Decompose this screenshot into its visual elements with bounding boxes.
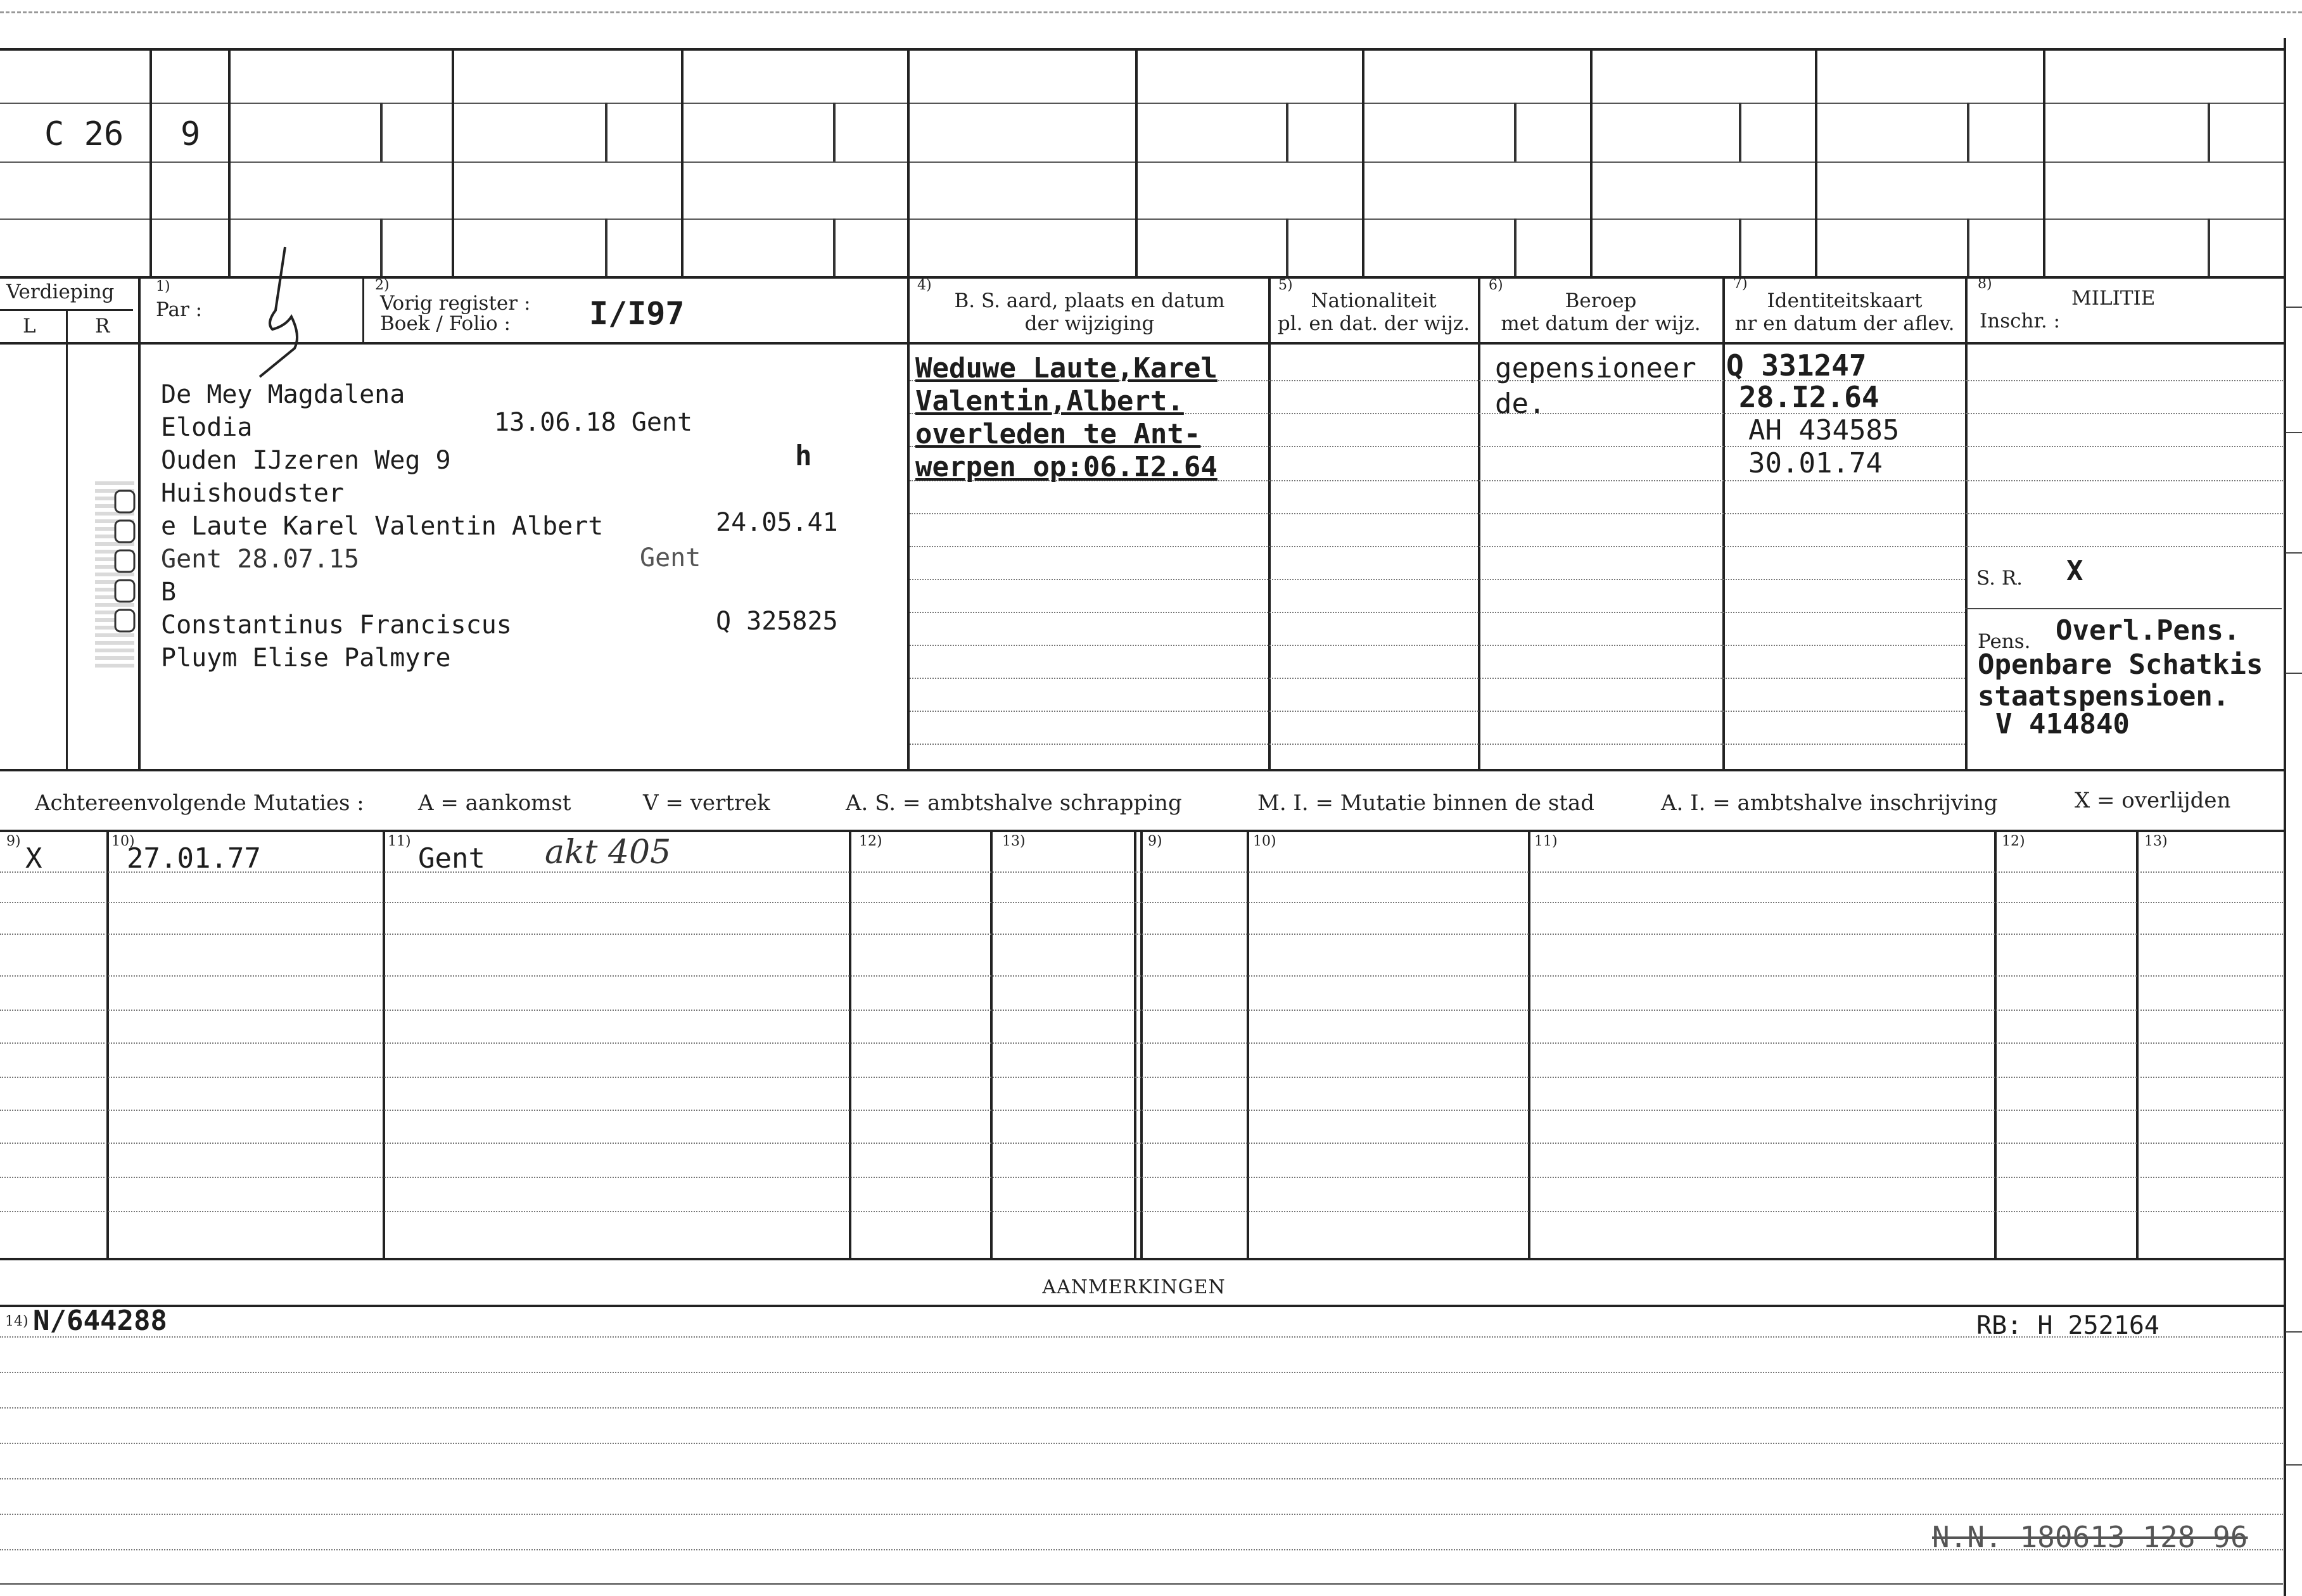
nationaliteit-header-line1: Nationaliteit bbox=[1311, 289, 1437, 312]
index-number: 9 bbox=[181, 115, 201, 153]
col8-number: 8) bbox=[1978, 276, 1992, 292]
mutations-legend-title: Achtereenvolgende Mutaties : bbox=[35, 790, 364, 816]
mutation-date: 27.01.77 bbox=[127, 842, 261, 875]
mut-col-13b: 13) bbox=[2144, 833, 2168, 849]
mut-col-10: 10) bbox=[111, 833, 135, 849]
identiteitskaart-header-line1: Identiteitskaart bbox=[1767, 289, 1923, 312]
mut-col-10b: 10) bbox=[1253, 833, 1276, 849]
index-code: C 26 bbox=[44, 115, 124, 153]
legend-ambtshalve-schrapping: A. S. = ambtshalve schrapping bbox=[846, 790, 1182, 816]
marriage-date: 24.05.41 bbox=[716, 508, 838, 537]
person-birth: 13.06.18 Gent bbox=[494, 408, 693, 437]
col4-number: 4) bbox=[917, 277, 932, 293]
floor-r-label: R bbox=[95, 315, 110, 338]
bs-header-line2: der wijziging bbox=[1024, 312, 1155, 335]
mutation-code: X bbox=[25, 842, 42, 875]
spouse-birth: Gent 28.07.15 bbox=[161, 545, 360, 574]
legend-aankomst: A = aankomst bbox=[418, 790, 571, 816]
person-address: Ouden IJzeren Weg 9 bbox=[161, 446, 451, 475]
inschr-label: Inschr. : bbox=[1980, 310, 2061, 332]
idcard-date-1: 28.I2.64 bbox=[1739, 380, 1879, 414]
bs-line-3: overleden te Ant- bbox=[915, 418, 1201, 450]
floor-l-label: L bbox=[23, 315, 36, 338]
identiteitskaart-header-line2: nr en datum der aflev. bbox=[1734, 312, 1955, 335]
militie-line-3: V 414840 bbox=[1995, 708, 2130, 740]
pens-label: Pens. bbox=[1978, 630, 2031, 653]
bs-header-line1: B. S. aard, plaats en datum bbox=[954, 289, 1225, 312]
bs-line-4: werpen op:06.I2.64 bbox=[915, 451, 1218, 483]
mut-col-12: 12) bbox=[859, 833, 882, 849]
remarks-number: 14) bbox=[5, 1314, 29, 1329]
mut-col-11b: 11) bbox=[1534, 833, 1558, 849]
col2-number: 2) bbox=[375, 277, 390, 293]
mut-col-13: 13) bbox=[1002, 833, 1026, 849]
militie-line-1: Openbare Schatkis bbox=[1978, 649, 2263, 681]
bs-line-1: Weduwe Laute,Karel bbox=[915, 352, 1218, 384]
card-top-edge bbox=[0, 11, 2302, 13]
beroep-line-2: de. bbox=[1495, 388, 1546, 420]
beroep-header-line1: Beroep bbox=[1565, 289, 1637, 312]
legend-ambtshalve-inschrijving: A. I. = ambtshalve inschrijving bbox=[1661, 790, 1998, 816]
person-id-number: Q 325825 bbox=[716, 607, 838, 636]
militie-line-2: staatspensioen. bbox=[1978, 680, 2230, 712]
nn-number: N.N. 180613 128 96 bbox=[1932, 1520, 2248, 1554]
remarks-divider bbox=[0, 1305, 2286, 1307]
legend-vertrek: V = vertrek bbox=[643, 790, 770, 816]
mut-col-12b: 12) bbox=[2002, 833, 2025, 849]
register-value: I/I97 bbox=[589, 295, 685, 332]
idcard-date-2: 30.01.74 bbox=[1748, 447, 1883, 479]
person-nationality: B bbox=[161, 578, 177, 607]
pens-value: Overl.Pens. bbox=[2056, 614, 2241, 647]
remarks-rb: RB: H 252164 bbox=[1976, 1311, 2159, 1340]
binding-holes bbox=[113, 488, 138, 659]
mut-col-9b: 9) bbox=[1148, 833, 1162, 849]
person-spouse: e Laute Karel Valentin Albert bbox=[161, 512, 604, 541]
person-name: De Mey Magdalena bbox=[161, 380, 405, 409]
beroep-line-1: gepensioneer bbox=[1495, 352, 1696, 384]
col5-number: 5) bbox=[1278, 277, 1293, 293]
vorig-register-label: Vorig register : bbox=[380, 292, 531, 315]
mutation-place: Gent bbox=[418, 842, 485, 875]
marker-h: h bbox=[795, 440, 812, 472]
mut-col-11: 11) bbox=[388, 833, 411, 849]
legend-overlijden: X = overlijden bbox=[2075, 788, 2231, 813]
beroep-header-line2: met datum der wijz. bbox=[1501, 312, 1701, 335]
mutation-handwritten-note: akt 405 bbox=[545, 833, 671, 871]
col6-number: 6) bbox=[1489, 277, 1503, 293]
bs-line-2: Valentin,Albert. bbox=[915, 385, 1184, 417]
idcard-number-2: AH 434585 bbox=[1748, 414, 1900, 446]
par-label: Par : bbox=[156, 298, 203, 321]
legend-mutatie-binnen-stad: M. I. = Mutatie binnen de stad bbox=[1257, 790, 1594, 816]
spouse-birth-place: Gent bbox=[640, 543, 701, 573]
verdieping-label: Verdieping bbox=[6, 281, 115, 303]
idcard-number-1: Q 331247 bbox=[1726, 348, 1867, 383]
person-name-2: Elodia bbox=[161, 413, 253, 442]
handwritten-signature bbox=[241, 241, 329, 386]
sr-value: X bbox=[2066, 555, 2083, 587]
col1-number: 1) bbox=[156, 279, 170, 294]
remarks-reference: N/644288 bbox=[33, 1305, 167, 1337]
mother-name: Pluym Elise Palmyre bbox=[161, 643, 451, 673]
nationaliteit-header-line2: pl. en dat. der wijz. bbox=[1277, 312, 1470, 335]
sr-label: S. R. bbox=[1976, 567, 2023, 590]
remarks-title: AANMERKINGEN bbox=[1042, 1276, 1226, 1298]
boek-folio-label: Boek / Folio : bbox=[380, 312, 511, 335]
mut-col-9: 9) bbox=[6, 833, 21, 849]
col7-number: 7) bbox=[1733, 276, 1748, 292]
father-name: Constantinus Franciscus bbox=[161, 611, 512, 640]
person-occupation: Huishoudster bbox=[161, 479, 344, 508]
militie-label: MILITIE bbox=[2071, 287, 2156, 310]
